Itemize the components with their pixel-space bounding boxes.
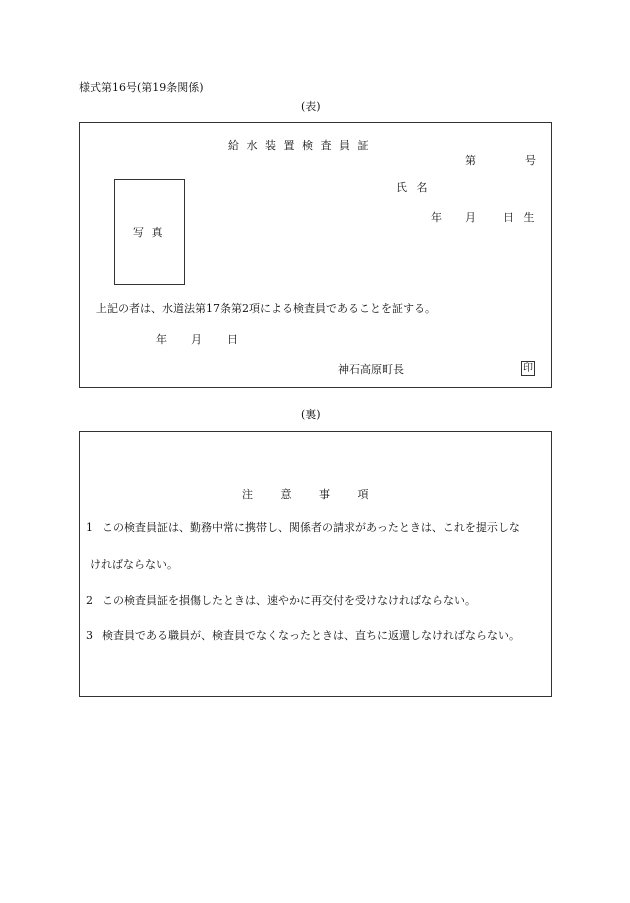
front-card [79,122,552,388]
issue-day-label: 日 [227,333,238,346]
note-1-continuation: ければならない。 [90,558,178,571]
number-label-prefix: 第 [465,154,476,167]
name-label: 氏 名 [396,181,428,194]
note-1-text: この検査員証は、勤務中常に携帯し、関係者の請求があったときは、これを提示しな [102,521,520,534]
note-2-text: この検査員証を損傷したときは、速やかに再交付を受けなければならない。 [102,594,476,607]
note-3-text: 検査員である職員が、検査員でなくなったときは、直ちに返還しなければならない。 [102,629,520,642]
number-label-suffix: 号 [525,154,536,167]
back-heading: (裏) [301,408,321,421]
front-heading: (表) [301,100,321,113]
photo-label: 写 真 [133,226,163,239]
card-title: 給 水 装 置 検 査 員 証 [228,139,369,152]
note-1-number: 1 [86,521,93,534]
issue-year-label: 年 [156,333,167,346]
birth-year-label: 年 [431,211,442,224]
photo-box [114,179,185,285]
notes-title: 注 意 事 項 [242,488,369,501]
certification-statement: 上記の者は、水道法第17条第2項による検査員であることを証する。 [96,302,436,315]
issue-month-label: 月 [191,333,202,346]
back-card [79,431,552,697]
seal-mark: 印 [523,363,533,374]
birth-day-label: 日 生 [503,211,535,224]
birth-month-label: 月 [465,211,476,224]
issuer-name: 神石高原町長 [338,363,404,376]
note-3-number: 3 [86,629,93,642]
note-2-number: 2 [86,594,93,607]
form-number: 様式第16号(第19条関係) [79,81,204,94]
